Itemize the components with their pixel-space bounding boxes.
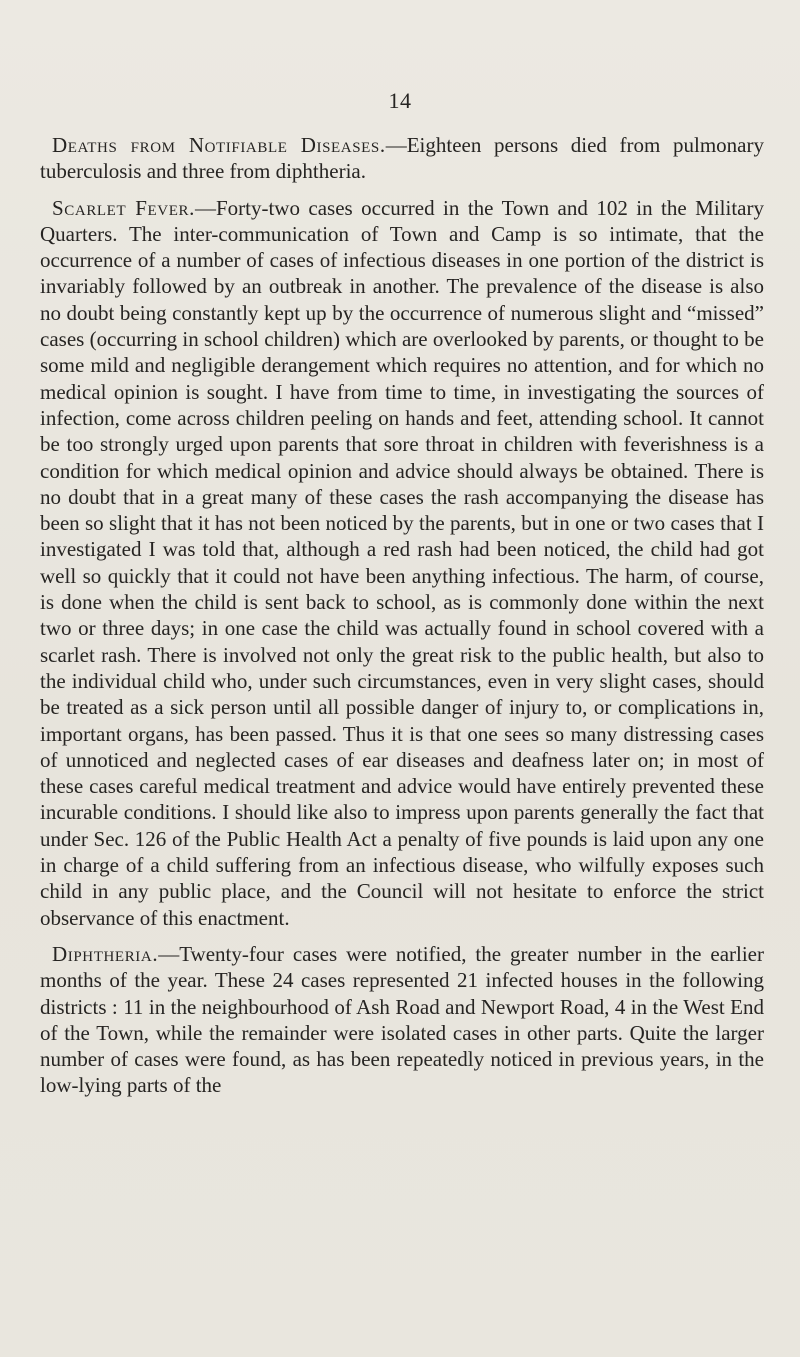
paragraph-diphtheria <box>40 941 764 1099</box>
paragraph-text: —Eighteen persons died from pulmonary tuberculosis and three from diphtheria. <box>40 133 764 184</box>
page-number: 14 <box>388 88 412 113</box>
paragraph-text: —Forty-two cases occurred in the Town and 102 in the Military Quarters. The inter-communication of Town and Camp is so intimate, that the occurrence of a number of cases of infectious diseases in one portion of the district is invariably followed by an outbreak in another. The prevalence of the disease is also no doubt being constantly kept up by the occurrence of numerous slight and “missed” cases (occurring in school children) which are overlooked by parents, or thought to be some mild and negligible derangement which requires no attention, and for which no medical opinion is sought. I have from time to time, in investigating the sources of infection, come across children peeling on hands and feet, attending school. It cannot be too strongly urged upon parents that sore throat in children with feverishness is a condition for which medical opinion and advice should always be obtained. There is no doubt that in a great many of these cases the rash accompanying the disease has been so slight that it has not been noticed by the parents, but in one or two cases that I investigated I was told that, although a red rash had been noticed, the child had got well so quickly that it could not have been anything infectious. The harm, of course, is done when the child is sent back to school, as is commonly done within the next two or three days; in one case the child was actually found in school covered with a scarlet rash. There is involved not only the great risk to the public health, but also to the individual child who, under such circumstances, even in very slight cases, should be treated as a sick person until all possible danger of injury to, or complications in, important organs, has been passed. Thus it is that one sees so many distressing cases of unnoticed and neglected cases of ear diseases and deafness later on; in most of these cases careful medical treatment and advice would have entirely prevented these incurable conditions. I should like also to impress upon parents generally the fact that under Sec. 126 of the Public Health Act a penalty of five pounds is laid upon any one in charge of a child suffering from an infectious disease, who wilfully exposes such child in any public place, and the Council will not hesitate to enforce the strict observance of this enactment. <box>40 195 764 930</box>
paragraph-heading: Diphtheria. <box>52 941 159 966</box>
paragraph-scarlet-fever <box>40 195 764 931</box>
paragraph-heading: Deaths from Notifiable Diseases. <box>52 133 386 157</box>
paragraph-heading: Scarlet Fever. <box>52 195 195 220</box>
document-body <box>40 132 764 1109</box>
paragraph-text: —Twenty-four cases were notified, the greater number in the earlier months of the year. These 24 cases represented 21 infected houses in the following districts : 11 in the neighbourhood of Ash Road and Newport Road, 4 in the West End of the Town, while the remainder were isolated cases in other parts. Quite the larger number of cases were found, as has been repeatedly noticed in previous years, in the low-lying parts of the <box>40 941 764 1098</box>
paragraph-deaths-notifiable-diseases <box>40 132 764 185</box>
